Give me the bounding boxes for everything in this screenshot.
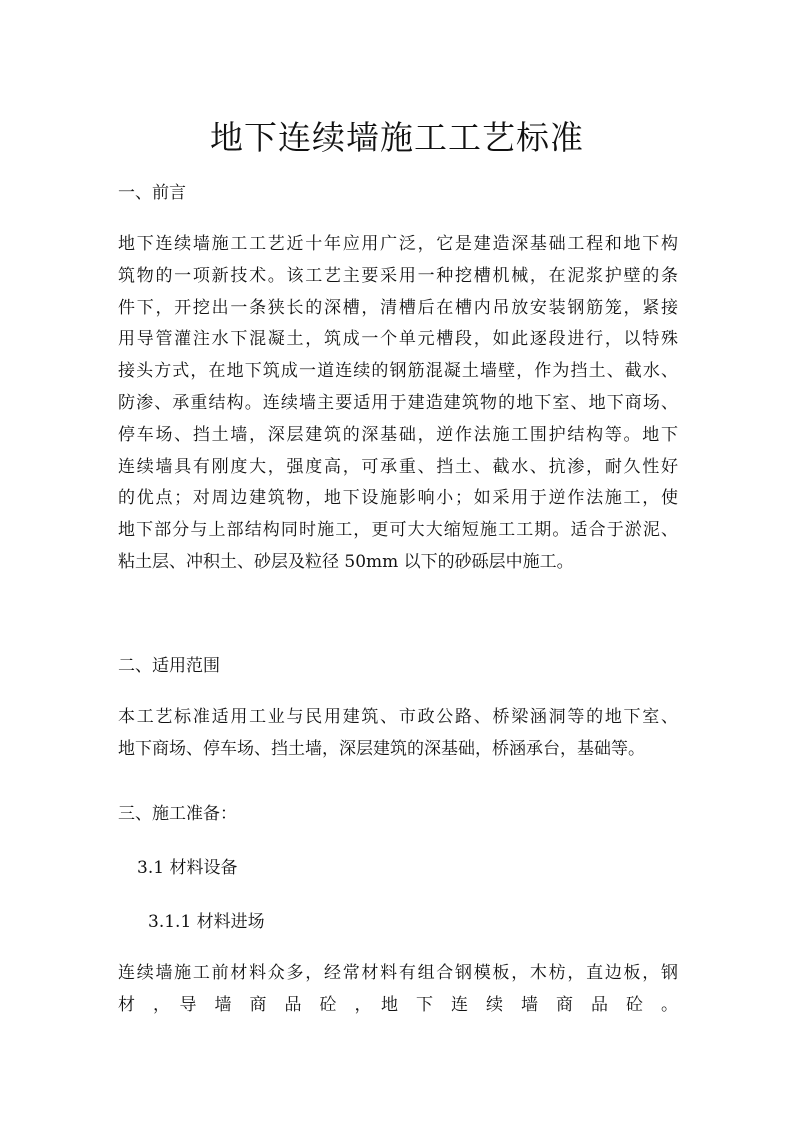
preface-paragraph [118, 229, 678, 579]
subheading-materials-equipment: 3.1 材料设备 [137, 858, 238, 878]
paragraph-line: 连续墙具有刚度大，强度高，可承重、挡土、截水、抗渗，耐久性好 [118, 456, 678, 477]
preparation-paragraph [118, 958, 678, 1022]
section-heading-preface: 一、前言 [118, 183, 186, 203]
paragraph-line: 材 ， 导 墙 商 品 砼 ， 地 下 连 续 墙 商 品 砼 。 [118, 994, 678, 1015]
paragraph-line: 地下商场、停车场、挡土墙，深层建筑的深基础，桥涵承台，基础等。 [118, 738, 645, 759]
paragraph-line: 连续墙施工前材料众多，经常材料有组合钢模板，木枋，直边板，钢 [118, 963, 678, 983]
paragraph-line: 防渗、承重结构。连续墙主要适用于建造建筑物的地下室、地下商场、 [118, 392, 678, 413]
subheading-materials-arrival: 3.1.1 材料进场 [148, 912, 265, 932]
scope-paragraph [118, 702, 678, 766]
paragraph-line: 筑物的一项新技术。该工艺主要采用一种挖槽机械，在泥浆护壁的条 [118, 265, 678, 286]
section-heading-preparation: 三、施工准备： [118, 804, 237, 824]
section-heading-scope: 二、适用范围 [118, 656, 220, 676]
paragraph-line: 接头方式，在地下筑成一道连续的钢筋混凝土墙壁，作为挡土、截水、 [118, 361, 678, 382]
paragraph-line: 粘土层、冲积土、砂层及粒径 50mm 以下的砂砾层中施工。 [118, 551, 574, 572]
paragraph-line: 本工艺标准适用工业与民用建筑、市政公路、桥梁涵洞等的地下室、 [118, 707, 678, 727]
paragraph-line: 地下部分与上部结构同时施工，更可大大缩短施工工期。适合于淤泥、 [118, 520, 678, 541]
paragraph-line: 地下连续墙施工工艺近十年应用广泛，它是建造深基础工程和地下构 [118, 234, 678, 254]
paragraph-line: 用导管灌注水下混凝土，筑成一个单元槽段，如此逐段进行，以特殊 [118, 329, 678, 350]
paragraph-line: 的优点；对周边建筑物，地下设施影响小；如采用于逆作法施工，使 [118, 488, 678, 509]
paragraph-line: 停车场、挡土墙，深层建筑的深基础，逆作法施工围护结构等。地下 [118, 424, 678, 445]
paragraph-line: 件下，开挖出一条狭长的深槽，清槽后在槽内吊放安装钢筋笼，紧接 [118, 297, 678, 318]
document-title: 地下连续墙施工工艺标准 [210, 118, 584, 157]
